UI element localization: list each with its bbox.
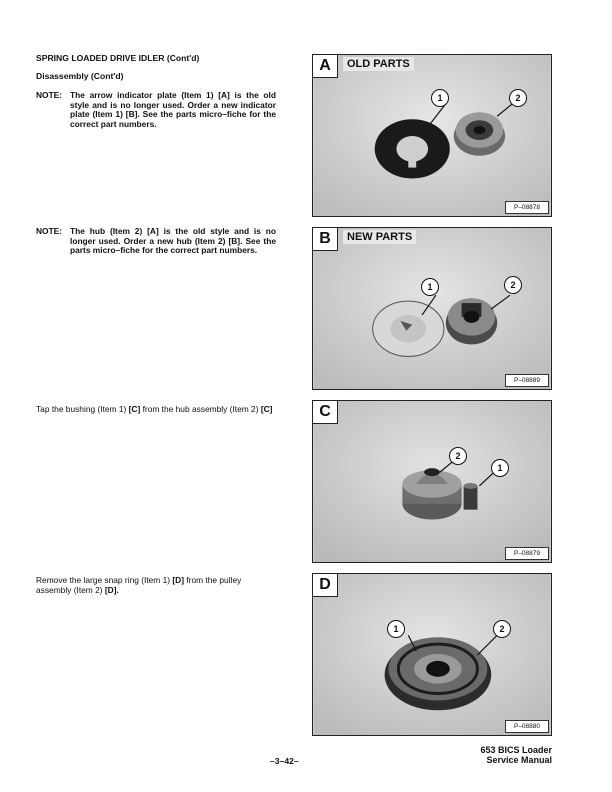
photo-part-number: P–08878 (505, 201, 549, 214)
old-parts-photo (313, 55, 551, 216)
note-label: NOTE: (36, 226, 63, 236)
instruction-c (36, 405, 276, 415)
callout-2: 2 (493, 620, 511, 638)
note-label: NOTE: (36, 90, 63, 100)
section-title: SPRING LOADED DRIVE IDLER (Cont'd) (36, 53, 200, 63)
instruction-text: from the hub assembly (Item 2) (140, 404, 261, 414)
photo-part-number: P–08879 (505, 547, 549, 560)
subsection-title: Disassembly (Cont'd) (36, 71, 124, 81)
figure-panel-d (312, 573, 552, 736)
note-1 (36, 91, 276, 129)
page-number: –3–42– (270, 756, 299, 766)
bushing-hub-photo (313, 401, 551, 562)
figure-ref: [C] (128, 404, 141, 414)
instruction-text: from the pulley assembly (Item 2) (36, 575, 242, 595)
note-2 (36, 227, 276, 256)
instruction-text: Remove the large snap ring (Item 1) (36, 575, 173, 585)
note-text: The hub (Item 2) [A] is the old style and is no longer used. Order a new hub (Item 2) [B]. See the parts micro–fiche for the correct part numbers. (70, 226, 276, 256)
figure-panel-a (312, 54, 552, 217)
callout-2: 2 (504, 276, 522, 294)
pulley-snap-ring-photo (313, 574, 551, 735)
panel-letter: D (313, 574, 338, 597)
note-text: The arrow indicator plate (Item 1) [A] is the old style and is no longer used. Order a new indicator plate (Item 1) [B]. See the parts micro–fiche for the correct part numbers. (70, 90, 276, 129)
instruction-d (36, 576, 276, 595)
figure-ref: [D] (172, 575, 185, 585)
panel-letter: A (313, 55, 338, 78)
new-parts-photo (313, 228, 551, 389)
panel-letter: C (313, 401, 338, 424)
callout-2: 2 (449, 447, 467, 465)
photo-part-number: P–08889 (505, 374, 549, 387)
photo-part-number: P–08880 (505, 720, 549, 733)
panel-title: NEW PARTS (343, 230, 416, 244)
figure-panel-c (312, 400, 552, 563)
panel-letter: B (313, 228, 338, 251)
callout-1: 1 (421, 278, 439, 296)
panel-title: OLD PARTS (343, 57, 414, 71)
callout-1: 1 (387, 620, 405, 638)
figure-ref: [C] (260, 404, 273, 414)
callout-1: 1 (431, 89, 449, 107)
callout-2: 2 (509, 89, 527, 107)
instruction-text: Tap the bushing (Item 1) (36, 404, 129, 414)
figure-panel-b (312, 227, 552, 390)
figure-ref: [D]. (104, 584, 119, 595)
manual-title-line: Service Manual (486, 755, 552, 765)
manual-title-line: 653 BICS Loader (480, 745, 552, 755)
callout-1: 1 (491, 459, 509, 477)
manual-title (480, 745, 552, 765)
